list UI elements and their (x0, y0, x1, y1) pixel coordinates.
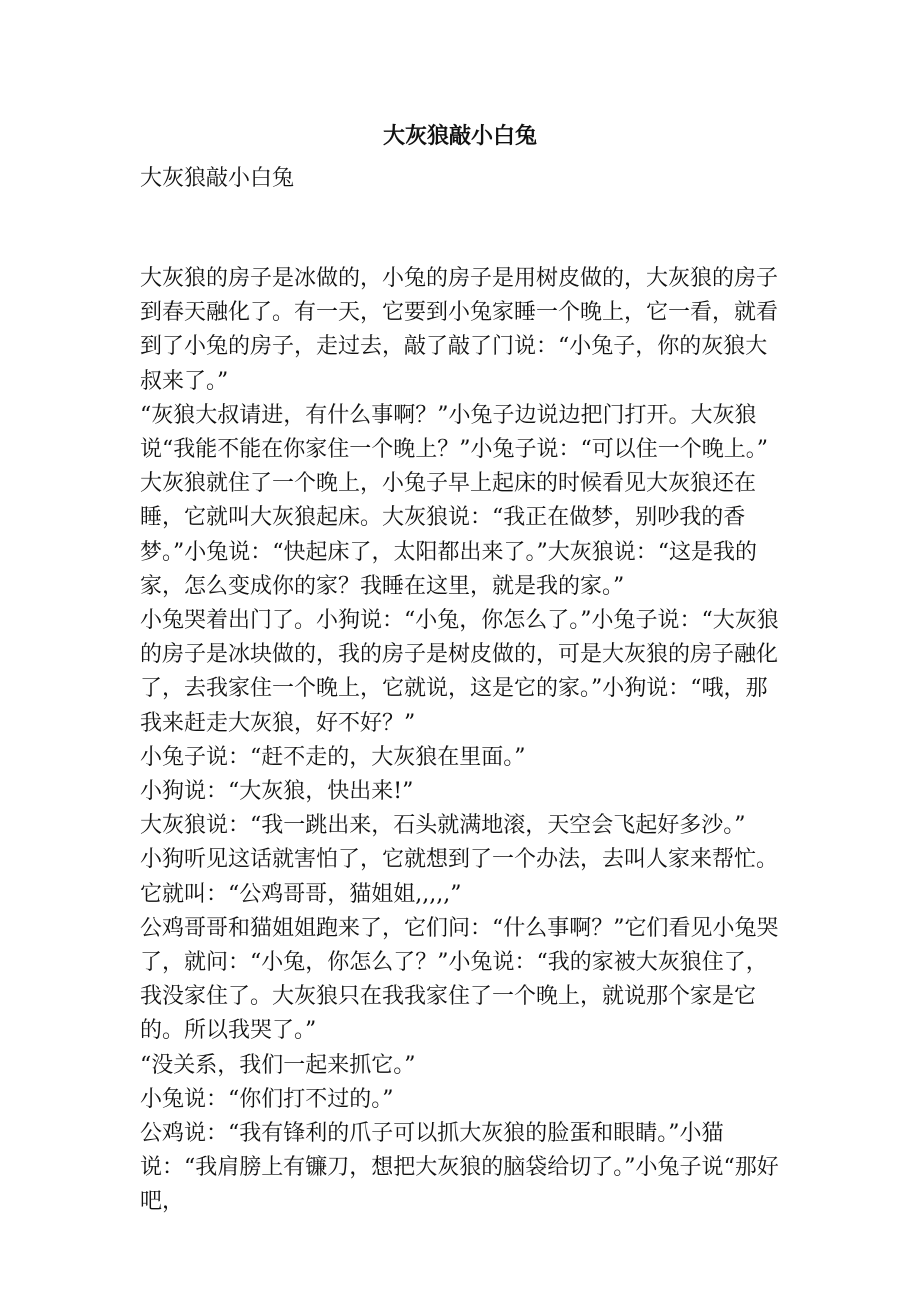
paragraph: 小兔说：“你们打不过的。” (140, 1086, 394, 1112)
paragraph: 公鸡哥哥和猫姐姐跑来了，它们问：“什么事啊？”它们看见小兔哭了，就问：“小兔，你怎么了？”小兔说：“我的家被大灰狼住了，我没家住了。大灰狼只在我我家住了一个晚上，就说那个家是它的。所以我哭了。” (140, 915, 779, 1044)
paragraph: “没关系，我们一起来抓它。” (140, 1052, 416, 1078)
paragraph: 大灰狼说：“我一跳出来，石头就满地滚，天空会飞起好多沙。” (140, 813, 746, 839)
document-subtitle: 大灰狼敲小白兔 (140, 166, 295, 191)
paragraph: 小狗说：“大灰狼，快出来!” (140, 779, 414, 805)
document-title: 大灰狼敲小白兔 (382, 123, 537, 149)
paragraph: 小狗听见这话就害怕了，它就想到了一个办法，去叫人家来帮忙。它就叫：“公鸡哥哥，猫姐姐,,,,,” (140, 847, 779, 907)
document-body (140, 262, 786, 1220)
paragraph: 公鸡说：“我有锋利的爪子可以抓大灰狼的脸蛋和眼睛。”小猫说：“我肩膀上有镰刀，想把大灰狼的脑袋给切了。”小兔子说“那好吧， (140, 1121, 779, 1215)
paragraph: 小兔子说：“赶不走的，大灰狼在里面。” (140, 744, 526, 770)
paragraph: “灰狼大叔请进，有什么事啊？”小兔子边说边把门打开。大灰狼说“我能不能在你家住一个晚上？”小兔子说：“可以住一个晚上。” (140, 402, 768, 463)
paragraph: 大灰狼就住了一个晚上，小兔子早上起床的时候看见大灰狼还在睡，它就叫大灰狼起床。大灰狼说：“我正在做梦，别吵我的香梦。”小兔说：“快起床了，太阳都出来了。”大灰狼说：“这是我的家，怎么变成你的家？我睡在这里，就是我的家。” (140, 471, 757, 599)
paragraph: 大灰狼的房子是冰做的，小兔的房子是用树皮做的，大灰狼的房子到春天融化了。有一天，它要到小兔家睡一个晚上，它一看，就看到了小兔的房子，走过去，敲了敲了门说：“小兔子，你的灰狼大叔来了。” (140, 266, 779, 394)
paragraph: 小兔哭着出门了。小狗说：“小兔，你怎么了。”小兔子说：“大灰狼的房子是冰块做的，我的房子是树皮做的，可是大灰狼的房子融化了，去我家住一个晚上，它就说，这是它的家。”小狗说：“哦，那我来赶走大灰狼，好不好？” (140, 608, 779, 736)
